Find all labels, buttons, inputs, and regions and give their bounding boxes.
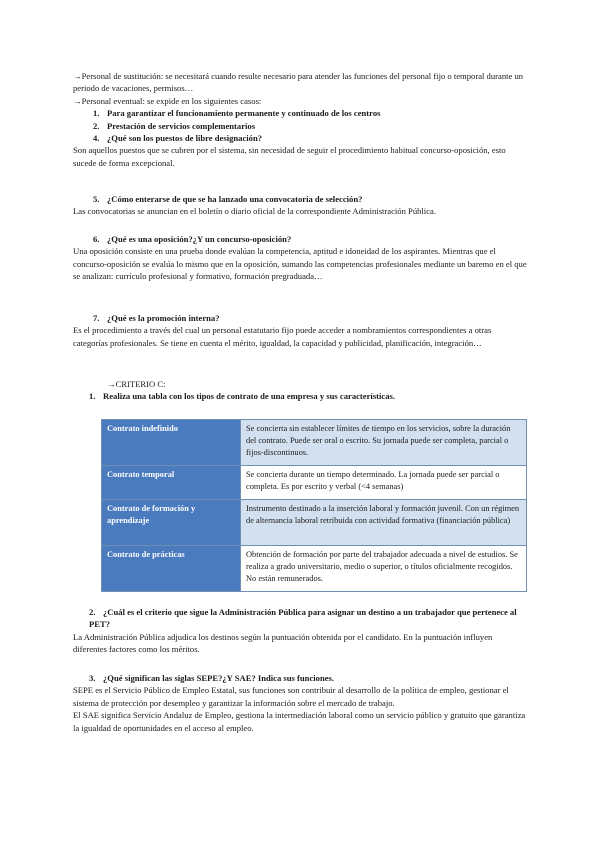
question-4-heading: 4. ¿Qué son los puestos de libre designación?	[93, 133, 263, 144]
intro-paragraph-2: →Personal eventual: se expide en los siguientes casos:	[73, 95, 262, 106]
criterio-question-2-heading: 2. ¿Cuál es el criterio que sigue la Administración Pública para asignar un destino a un trabajador que pertenece al PET?	[89, 607, 517, 630]
table-row	[102, 466, 527, 500]
intro-list	[73, 107, 528, 144]
criterio-question-3-section	[73, 672, 528, 734]
sae-paragraph: El SAE significa Servicio Andaluz de Empleo, gestiona la intermediación laboral como un servicio público y gratuito que garantiza la igualdad de oportunidades en el acceso al empleo.	[73, 710, 526, 733]
table-cell-type: Contrato de prácticas	[102, 546, 241, 592]
table-cell-type: Contrato de formación y aprendizaje	[102, 500, 241, 546]
intro-section	[73, 70, 528, 169]
list-item: 2. Prestación de servicios complementarios	[93, 120, 256, 131]
table-row	[102, 420, 527, 466]
question-5-answer: Las convocatorias se anuncian en el boletín o diario oficial de la correspondiente Administración Pública.	[73, 206, 436, 217]
list-item: 1. Para garantizar el funcionamiento permanente y continuado de los centros	[93, 108, 381, 119]
table-row	[102, 500, 527, 546]
question-6-section	[73, 233, 528, 283]
question-6-answer: Una oposición consiste en una prueba donde evalúan la competencia, aptitud e idoneidad de los aspirantes. Mientras que el concurso-oposición se evalúa lo mismo que en la oposición, sumando las competencias profesionales mediante un baremo en el que se analizan: currículo profesional y formativo, formación pregraduada…	[73, 246, 527, 282]
criterio-question-2-section	[73, 606, 528, 656]
criterio-c-section	[73, 378, 528, 403]
criterio-heading: →CRITERIO C:	[107, 379, 166, 389]
contract-types-table	[101, 419, 527, 592]
table-cell-description: Se concierta sin establecer límites de tiempo en los servicios, sobre la duración del contrato. Puede ser oral o escrito. Su jornada puede ser completa, parcial o fijos-discontinuos.	[241, 420, 527, 466]
table-cell-type: Contrato indefinido	[102, 420, 241, 466]
criterio-question-1: 1. Realiza una tabla con los tipos de contrato de una empresa y sus características.	[89, 391, 396, 402]
question-6-heading: 6. ¿Qué es una oposición?¿Y un concurso-oposición?	[93, 234, 292, 244]
question-5-heading: 5. ¿Cómo enterarse de que se ha lanzado una convocatoria de selección?	[93, 194, 363, 204]
table-cell-description: Se concierta durante un tiempo determinado. La jornada puede ser parcial o completa. Es por escrito y verbal (<4 semanas)	[241, 466, 527, 500]
intro-paragraph-1: →Personal de sustitución: se necesitará cuando resulte necesario para atender las funciones del personal fijo o temporal durante un periodo de vacaciones, permisos…	[73, 71, 524, 94]
table-cell-description: Obtención de formación por parte del trabajador adecuada a nivel de estudios. Se realiza a grado universitario, medio o superior, o títulos oficialmente recogidos. No están remunerados.	[241, 546, 527, 592]
question-7-heading: 7. ¿Qué es la promoción interna?	[93, 313, 220, 323]
table-cell-type: Contrato temporal	[102, 466, 241, 500]
sepe-paragraph: SEPE es el Servicio Público de Empleo Estatal, sus funciones son contribuir al desarrollo de la política de empleo, gestionar el sistema de protección por desempleo y garantizar la información sobre el mercado de trabajo.	[73, 685, 509, 708]
question-7-answer: Es el procedimiento a través del cual un personal estatutario fijo puede acceder a nombramientos correspondientes a otras categorías profesionales. Se tiene en cuenta el mérito, igualdad, la capacidad y publicidad, planificación, integración…	[73, 325, 492, 348]
criterio-question-3-heading: 3. ¿Qué significan las siglas SEPE?¿Y SAE? Indica sus funciones.	[89, 673, 335, 683]
question-4-answer: Son aquellos puestos que se cubren por el sistema, sin necesidad de seguir el procedimiento habitual concurso-oposición, esto sucede de forma excepcional.	[73, 145, 506, 168]
criterio-question-2-answer: La Administración Pública adjudica los destinos según la puntuación obtenida por el candidato. En la puntuación influyen diferentes factores como los méritos.	[73, 631, 493, 655]
question-7-section	[73, 312, 528, 349]
question-5-section	[73, 193, 528, 218]
table-row	[102, 546, 527, 592]
table-cell-description: Instrumento destinado a la inserción laboral y formación juvenil. Con un régimen de alternancia laboral retribuida con actividad formativa (financiación pública)	[241, 500, 527, 546]
